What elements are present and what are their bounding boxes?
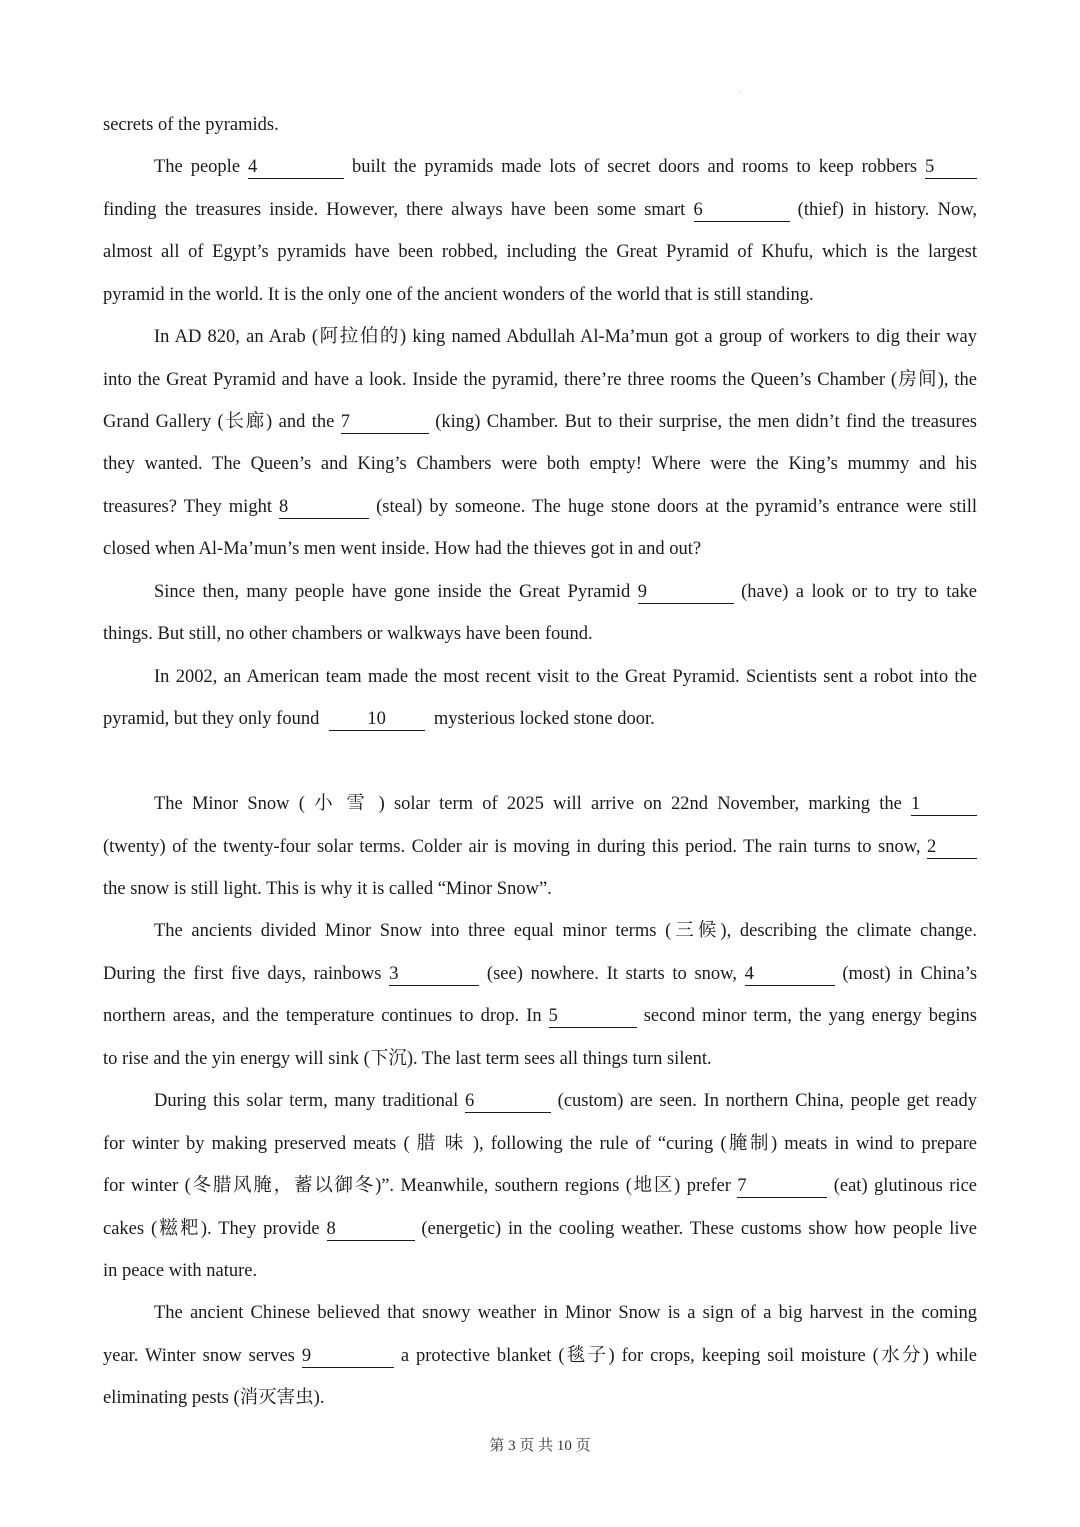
p1-line-8 xyxy=(103,409,977,435)
blank-5[interactable]: 5 xyxy=(925,158,977,179)
p1-text: secrets of the pyramids. xyxy=(103,115,279,135)
p1-line-13 xyxy=(103,621,977,647)
p2-text: eliminating pests (消灭害虫). xyxy=(103,1388,325,1408)
p2-text: The ancients divided Minor Snow into three equal minor terms (三候), describing the climate change. xyxy=(154,921,977,941)
p1-line-10 xyxy=(103,494,977,520)
p2-line-9 xyxy=(103,1131,977,1157)
p2-text: During the first five days, rainbows xyxy=(103,964,382,984)
p2-text: for winter by making preserved meats ( 腊 味 ), following the rule of “curing (腌制) meats in wind to prepare xyxy=(103,1134,977,1154)
p1-text: (steal) by someone. The huge stone doors at the pyramid’s entrance were still xyxy=(376,497,978,517)
p1-text: mysterious locked stone door. xyxy=(433,709,655,729)
p1-line-6 xyxy=(154,324,977,350)
p2-line-15 xyxy=(103,1385,977,1411)
p2-text: (most) in China’s xyxy=(842,964,978,984)
p2-line-14 xyxy=(103,1343,977,1369)
p2-text: (custom) are seen. In northern China, people get ready xyxy=(557,1091,977,1111)
p2-blank-1[interactable]: 1 xyxy=(911,795,977,816)
blank-8[interactable]: 8 xyxy=(279,498,369,519)
page-number: 第 3 页 共 10 页 xyxy=(489,1438,591,1454)
p2-text: second minor term, the yang energy begins xyxy=(643,1006,978,1026)
p2-text: the snow is still light. This is why it is called “Minor Snow”. xyxy=(103,879,552,899)
p2-text: a protective blanket (毯子) for crops, keeping soil moisture (水分) while xyxy=(400,1346,978,1366)
p1-line-3 xyxy=(103,197,977,223)
p2-text: year. Winter snow serves xyxy=(103,1346,295,1366)
p1-text: (have) a look or to try to take xyxy=(741,582,978,602)
p1-text: (thief) in history. Now, xyxy=(797,200,977,220)
p1-line-12 xyxy=(154,579,977,605)
p2-blank-2[interactable]: 2 xyxy=(927,838,977,859)
p1-line-14 xyxy=(154,664,977,690)
p2-blank-7[interactable]: 7 xyxy=(737,1177,827,1198)
p2-text: northern areas, and the temperature continues to drop. In xyxy=(103,1006,542,1026)
p1-line-2 xyxy=(154,154,977,180)
p1-line-5 xyxy=(103,282,977,308)
blank-6[interactable]: 6 xyxy=(694,201,790,222)
p2-line-4 xyxy=(154,918,977,944)
p2-blank-6[interactable]: 6 xyxy=(465,1092,551,1113)
p1-text: pyramid, but they only found xyxy=(103,709,320,729)
p2-blank-3[interactable]: 3 xyxy=(389,965,479,986)
p2-text: in peace with nature. xyxy=(103,1261,258,1281)
p2-line-8 xyxy=(154,1088,977,1114)
p2-line-11 xyxy=(103,1216,977,1242)
p1-text: Grand Gallery (长廊) and the xyxy=(103,412,335,432)
p2-text: (energetic) in the cooling weather. These customs show how people live xyxy=(421,1219,978,1239)
p1-text: Since then, many people have gone inside the Great Pyramid xyxy=(154,582,631,602)
p1-text: things. But still, no other chambers or walkways have been found. xyxy=(103,624,593,644)
p2-line-1 xyxy=(154,791,977,817)
blank-7[interactable]: 7 xyxy=(341,413,429,434)
p2-line-7 xyxy=(103,1046,977,1072)
blank-10[interactable]: 10 xyxy=(329,710,425,731)
p1-line-1 xyxy=(103,112,977,138)
p1-text: finding the treasures inside. However, there always have been some smart xyxy=(103,200,686,220)
p1-text: The people xyxy=(154,157,241,177)
p1-text: In 2002, an American team made the most recent visit to the Great Pyramid. Scientists sent a robot into the xyxy=(154,667,977,687)
p1-text: almost all of Egypt’s pyramids have been robbed, including the Great Pyramid of Khufu, which is the largest xyxy=(103,242,977,262)
p1-text: (king) Chamber. But to their surprise, the men didn’t find the treasures xyxy=(435,412,978,432)
p1-text: pyramid in the world. It is the only one of the ancient wonders of the world that is still standing. xyxy=(103,285,814,305)
scan-speck xyxy=(740,92,741,93)
p1-line-7 xyxy=(103,367,977,393)
p2-line-10 xyxy=(103,1173,977,1199)
p2-text: The Minor Snow ( 小 雪 ) solar term of 2025 will arrive on 22nd November, marking the xyxy=(154,794,902,814)
p1-text: treasures? They might xyxy=(103,497,272,517)
p1-text: built the pyramids made lots of secret doors and rooms to keep robbers xyxy=(351,157,918,177)
p1-line-15 xyxy=(103,706,977,732)
p2-line-13 xyxy=(154,1300,977,1326)
p2-line-6 xyxy=(103,1003,977,1029)
blank-9[interactable]: 9 xyxy=(638,583,734,604)
p1-line-9 xyxy=(103,451,977,477)
p1-line-11 xyxy=(103,536,977,562)
p1-line-4 xyxy=(103,239,977,265)
p2-blank-5[interactable]: 5 xyxy=(549,1007,637,1028)
p2-text: During this solar term, many traditional xyxy=(154,1091,459,1111)
p1-text: closed when Al-Ma’mun’s men went inside. How had the thieves got in and out? xyxy=(103,539,702,559)
p2-line-5 xyxy=(103,961,977,987)
p2-text: (see) nowhere. It starts to snow, xyxy=(486,964,737,984)
p1-text: In AD 820, an Arab (阿拉伯的) king named Abdullah Al-Ma’mun got a group of workers to dig their way xyxy=(154,327,977,347)
p2-text: for winter (冬腊风腌，蓄以御冬)”. Meanwhile, southern regions (地区) prefer xyxy=(103,1176,731,1196)
p2-text: (eat) glutinous rice xyxy=(833,1176,977,1196)
p2-blank-9[interactable]: 9 xyxy=(302,1347,394,1368)
p2-blank-4[interactable]: 4 xyxy=(745,965,835,986)
p2-line-12 xyxy=(103,1258,977,1284)
p2-line-2 xyxy=(103,834,977,860)
p2-blank-8[interactable]: 8 xyxy=(327,1220,415,1241)
p2-text: cakes (糍粑). They provide xyxy=(103,1219,320,1239)
p2-text: to rise and the yin energy will sink (下沉). The last term sees all things turn silent. xyxy=(103,1049,712,1069)
p1-text: into the Great Pyramid and have a look. Inside the pyramid, there’re three rooms the Queen’s Chamber (房间), the xyxy=(103,370,977,390)
p1-text: they wanted. The Queen’s and King’s Chambers were both empty! Where were the King’s mummy and his xyxy=(103,454,977,474)
p2-text: The ancient Chinese believed that snowy weather in Minor Snow is a sign of a big harvest in the coming xyxy=(154,1303,977,1323)
p2-text: (twenty) of the twenty-four solar terms. Colder air is moving in during this period. The rain turns to snow, xyxy=(103,837,921,857)
p2-line-3 xyxy=(103,876,977,902)
blank-4[interactable]: 4 xyxy=(248,158,344,179)
